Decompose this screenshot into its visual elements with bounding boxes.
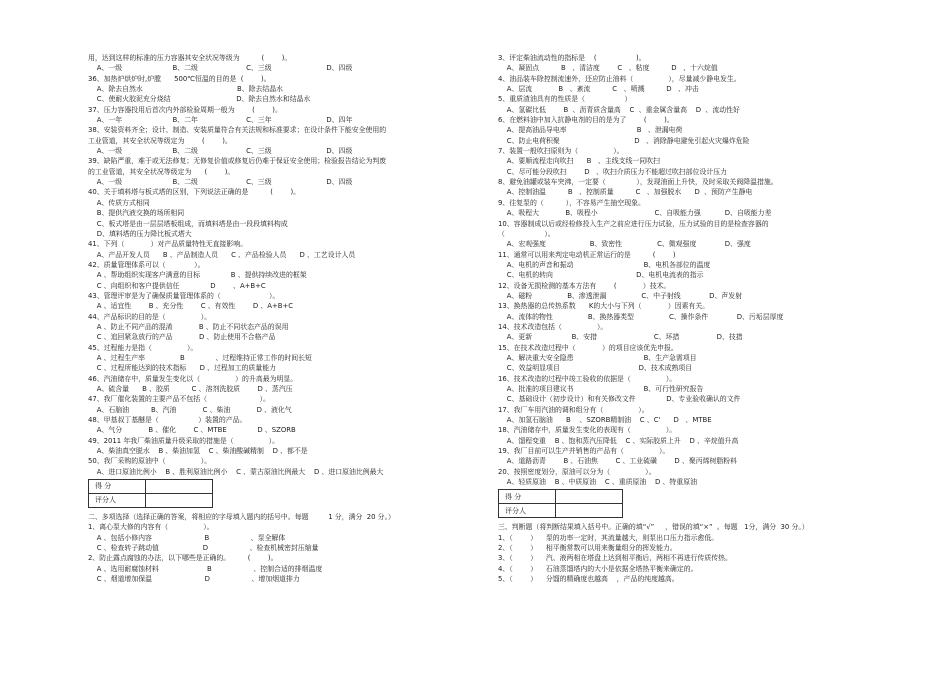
text-line: （ ）。 bbox=[498, 229, 555, 238]
text-line: 49、2011 年我厂柴油质量升级采取的措施是（ ）。 bbox=[88, 436, 280, 445]
text-line: 47、我厂催化装置的主要产品不包括（ ）。 bbox=[88, 395, 270, 404]
multi-choice-section bbox=[88, 512, 498, 584]
text-line: A、凝固点 B 、清洁度 C 、粘度 D 、十六烷值 bbox=[498, 64, 718, 73]
judgment-section bbox=[498, 522, 908, 584]
left-column bbox=[88, 53, 498, 585]
text-line: 的工业管道，其安全状况等级定为 ( )。 bbox=[88, 167, 235, 176]
text-line: A 、适宜性 B 、充分性 C 、有效性 D 、A+B+C bbox=[88, 302, 294, 311]
grader-label: 评分人 bbox=[89, 494, 146, 508]
text-line: C、效益明显项目 D、技术成熟项目 bbox=[498, 364, 693, 373]
text-line: 43、管理评审是为了确保质量管理体系的（ ）。 bbox=[88, 291, 280, 300]
text-line: 3、（ ） 汽、液两相在塔盘上达到相平衡后，两相不再进行传质传热。 bbox=[498, 554, 732, 563]
text-line: 2、防止露点腐蚀的办法，以下哪些是正确的。 ( )。 bbox=[88, 554, 278, 563]
text-line: A、层流 B 、紊流 C 、喷溅 D 、冲击 bbox=[498, 85, 699, 94]
text-line: 36、加热炉烘炉时,炉膛 500℃恒温的目的是 ( )。 bbox=[88, 74, 271, 83]
text-line: 1、离心泵大修的内容有（ ）。 bbox=[88, 523, 214, 532]
text-line: 18、汽油储存中，质量发生变化的表现有（ ）。 bbox=[498, 426, 677, 435]
text-line: A、解决重大安全隐患 B、生产急需项目 bbox=[498, 353, 697, 362]
text-line: 5、（ ） 分馏的精确度也越高 ，产品的纯度越高。 bbox=[498, 575, 679, 584]
score-label: 得 分 bbox=[89, 480, 146, 494]
text-line: C 、检查转子跳动值 D 、检查机械密封压缩量 bbox=[88, 544, 319, 553]
text-line: A 、帮助组织实现客户满意的目标 B 、提供持续改进的框架 bbox=[88, 271, 307, 280]
text-line: A、加氢石脑油 B 、SZORB精制油 C 、C' D 、MTBE bbox=[498, 416, 712, 425]
text-line: C 、追回紧急放行的产品 D 、防止使用不合格产品 bbox=[88, 333, 276, 342]
text-line: 41、下列（ ）对产品质量特性无直接影响。 bbox=[88, 240, 248, 249]
text-line: A、控制油温 B 、控制质量 C 、加强脱水 D 、预防产生静电 bbox=[498, 188, 753, 197]
score-value bbox=[556, 490, 623, 504]
text-line: A、磁粉 B、渗透泄漏 C、中子射线 D、声发射 bbox=[498, 291, 743, 300]
text-line: 38、安装资料齐全；设计、制造、安装质量符合有关法规和标准要求；在设计条件下能安全使用的 bbox=[88, 126, 387, 135]
text-line: 二、多项选择（选择正确的答案，将相应的字母填入题内的括号中。每题 1 分，满分 20 分。） bbox=[88, 513, 395, 522]
text-line: C、基础设计（初步设计）和有关修改文件 D、专业验收确认的文件 bbox=[498, 395, 741, 404]
text-line: A 、包括小修内容 B 、泵全解体 bbox=[88, 533, 286, 542]
text-line: A、传质方式相同 bbox=[88, 198, 150, 207]
text-line: C 、向组织和客户提供信任 D 、A+B+C bbox=[88, 281, 266, 290]
text-line: A、进口原油比例小 B 、胜利原油比例小 C 、蒙古原油比例最大 D 、进口原油比例最大 bbox=[88, 467, 384, 476]
text-line: 17、我厂车用汽油的调和组分有（ ）。 bbox=[498, 405, 649, 414]
text-line: 39、缺陷严重，难于或无法修复；无修复价值或修复后仍难于保证安全使用；检验报告结论为判废 bbox=[88, 157, 387, 166]
text-line: A、一级 B、二级 C、三级 D、四级 bbox=[88, 178, 353, 187]
text-line: C、尽可能分段吹扫 D 、吹扫介质压力不能超过吹扫部位设计压力 bbox=[498, 167, 728, 176]
text-line: 12、设备无损检测的基本方法有 ( ）技术。 bbox=[498, 281, 671, 290]
text-line: 9、往复泵的（ ），不容易产生抽空现象。 bbox=[498, 198, 645, 207]
text-line: 11、通常可以用来判定电动机正常运行的是 ( ) bbox=[498, 250, 676, 259]
score-box-right bbox=[498, 489, 623, 518]
text-line: A、道路沥青 B 、石油焦 C 、工业硫磺 D 、聚丙烯树脂粉料 bbox=[498, 457, 738, 466]
text-line: A、馏程变重 B 、饱和蒸汽压降低 C 、实际胶质上升 D 、辛烷值升高 bbox=[498, 436, 739, 445]
text-line: 4、（ ） 石油蒸馏塔内的大小是依据全塔热平衡来确定的。 bbox=[498, 564, 698, 573]
right-column bbox=[498, 53, 908, 585]
grader-value bbox=[556, 504, 623, 518]
text-line: C、板式塔是由一层层塔板组成，而填料塔是由一段段填料构成 bbox=[88, 219, 288, 228]
text-line: 44、产品标识的目的是（ ）。 bbox=[88, 312, 212, 321]
text-line: 42、质量管理体系可以（ ）。 bbox=[88, 260, 205, 269]
text-line: A、硫含量 B 、胶质 C 、溶剂洗胶质 D 、蒸汽压 bbox=[88, 385, 293, 393]
text-line: 48、甲基叔丁基醚是（ ）装置的产品。 bbox=[88, 416, 247, 425]
text-line: C 、烟道增加保温 D 、增加烟道排力 bbox=[88, 575, 300, 584]
text-line: C、防止电荷积聚 D 、消除静电避免引起火灾爆炸危险 bbox=[498, 136, 750, 145]
text-line: C 、过程所能达到的技术指标 D 、过程加工的质量能力 bbox=[88, 364, 276, 373]
text-line: 15、在技术改造过程中（ ）的项目应该优先申报。 bbox=[498, 343, 678, 352]
text-line: 37、压力容器投用后首次内外部检验周期一般为 ( )。 bbox=[88, 105, 282, 114]
text-line: 工业管道，其安全状况等级定为 ( )。 bbox=[88, 136, 232, 145]
text-line: 10、容器制成以后或经检修投入生产之前应进行压力试验，压力试验的目的是检查容器的 bbox=[498, 219, 769, 228]
text-line: 14、技术改造包括（ ）。 bbox=[498, 322, 608, 331]
grader-label: 评分人 bbox=[499, 504, 556, 518]
text-line: A、石脑油 B、汽油 C 、柴油 D 、液化气 bbox=[88, 405, 292, 414]
text-line: 2、（ ） 相平衡常数可以用来衡量组分的挥发能力。 bbox=[498, 544, 677, 553]
text-line: 46、汽油储存中，质量发生变化以（ ）的升高最为明显。 bbox=[88, 374, 298, 383]
text-line: A、一年 B、二年 C、三年 D、四年 bbox=[88, 116, 353, 125]
score-box-left bbox=[88, 479, 213, 508]
text-line: A、更新 B、安措 C、环措 D、技措 bbox=[498, 333, 743, 342]
score-value bbox=[146, 480, 213, 494]
text-line: 三、判断题（将判断结果填入括号中。正确的填“√” ，错误的填“×” 。每题 1分，满分 30 分。） bbox=[498, 523, 809, 532]
text-line: 19、我厂目前可以生产并销售的产品有（ ）。 bbox=[498, 447, 670, 456]
text-line: 5、重质渣油具有的性质是（ ） bbox=[498, 95, 632, 104]
text-line: A、氢碳比低 B 、沥青质含量高 C 、重金属含量高 D 、流动性好 bbox=[498, 105, 740, 114]
text-line: 4、油品装车除控制流速外，还应防止油料（ ），尽量减少静电发生。 bbox=[498, 74, 741, 83]
text-line: A 、选用耐腐蚀材料 B 、控制合适的排烟温度 bbox=[88, 564, 323, 573]
text-line: A、一级 B、二级 C、三级 D、四级 bbox=[88, 147, 353, 156]
text-line: 7、装置一般吹扫原则为（ ）。 bbox=[498, 147, 624, 156]
text-line: 3、评定柴油流动性的指标是 ( )。 bbox=[498, 54, 646, 62]
text-line: D、填料塔的压力降比板式塔大 bbox=[88, 229, 192, 238]
text-line: C、电机的转向 D、电机电流表的指示 bbox=[498, 271, 704, 280]
text-line: A、柴油真空脱水 B 、柴油加氢 C 、柴油酸碱精制 D 、都不是 bbox=[88, 447, 308, 456]
text-line: 6、在燃料油中加入抗静电剂的目的是为了 ( )。 bbox=[498, 116, 674, 125]
text-line: A、气分 B 、催化 C 、MTBE D 、SZORB bbox=[88, 426, 296, 435]
text-line: 40、关于填料塔与板式塔的区别，下列说法正确的是 ( )。 bbox=[88, 188, 301, 197]
text-line: A、要顺流程走向吹扫 B 、主线支线一同吹扫 bbox=[498, 157, 660, 166]
left-questions bbox=[88, 53, 498, 477]
text-line: A、产品开发人员 B 、产品制造人员 C 、产品检验人员 D 、工艺设计人员 bbox=[88, 250, 356, 259]
right-questions bbox=[498, 53, 908, 487]
text-line: 50、我厂采购的原油中（ ）。 bbox=[88, 457, 212, 466]
text-line: A、除去自然水 B、除去结晶水 bbox=[88, 85, 284, 94]
text-line: A 、过程生产率 B 、过程维持正常工作的时间长短 bbox=[88, 353, 312, 362]
text-line: A、电机的声音和振动 B、电机各部位的温度 bbox=[498, 260, 711, 269]
text-line: 16、技术改造的过程中竣工验收的依据是（ ）。 bbox=[498, 374, 677, 383]
text-line: A、吸程大 B、吸程小 C、自吸能力强 D、自吸能力差 bbox=[498, 209, 772, 218]
text-line: A、轻质原油 B 、中质原油 C 、重质原油 D 、特重原油 bbox=[498, 478, 697, 487]
text-line: 20、按照密度划分，原油可以分为（ ）。 bbox=[498, 467, 656, 476]
text-line: A、流体的物性 B、换热器类型 C、操作条件 D、污垢层厚度 bbox=[498, 312, 784, 321]
text-line: A、提高油品导电率 B 、泄漏电荷 bbox=[498, 126, 683, 135]
text-line: B、提供汽液交换的场所相同 bbox=[88, 209, 185, 218]
text-line: 45、过程能力是指（ ）。 bbox=[88, 343, 198, 352]
text-line: A、宏观强度 B、致密性 C、微观强度 D、强度 bbox=[498, 240, 751, 249]
text-line: A、一级 B、二级 C、三级 D、四级 bbox=[88, 64, 353, 73]
text-line: 8、避免油罐或装车突沸，一定要（ ），发现油面上升快，及时采取关阀降温措施。 bbox=[498, 178, 778, 187]
score-label: 得 分 bbox=[499, 490, 556, 504]
text-line: A、批准的项目建议书 B、可行性研究报告 bbox=[498, 385, 704, 393]
text-line: 1、（ ） 泵的功率一定时，其流量越大，则泵出口压力指示愈低。 bbox=[498, 533, 719, 542]
text-line: 13、换热器的总传热系数 K的大小与下列（ ）因素有关。 bbox=[498, 302, 710, 311]
text-line: C、使耐火胶泥充分烧结 D、除去自然水和结晶水 bbox=[88, 95, 311, 104]
text-line: 用，达到这样的标准的压力容器其安全状况等级为 ( )。 bbox=[88, 54, 292, 62]
text-line: A 、防止不同产品的混淆 B 、防止不同状态产品的误用 bbox=[88, 322, 289, 331]
grader-value bbox=[146, 494, 213, 508]
